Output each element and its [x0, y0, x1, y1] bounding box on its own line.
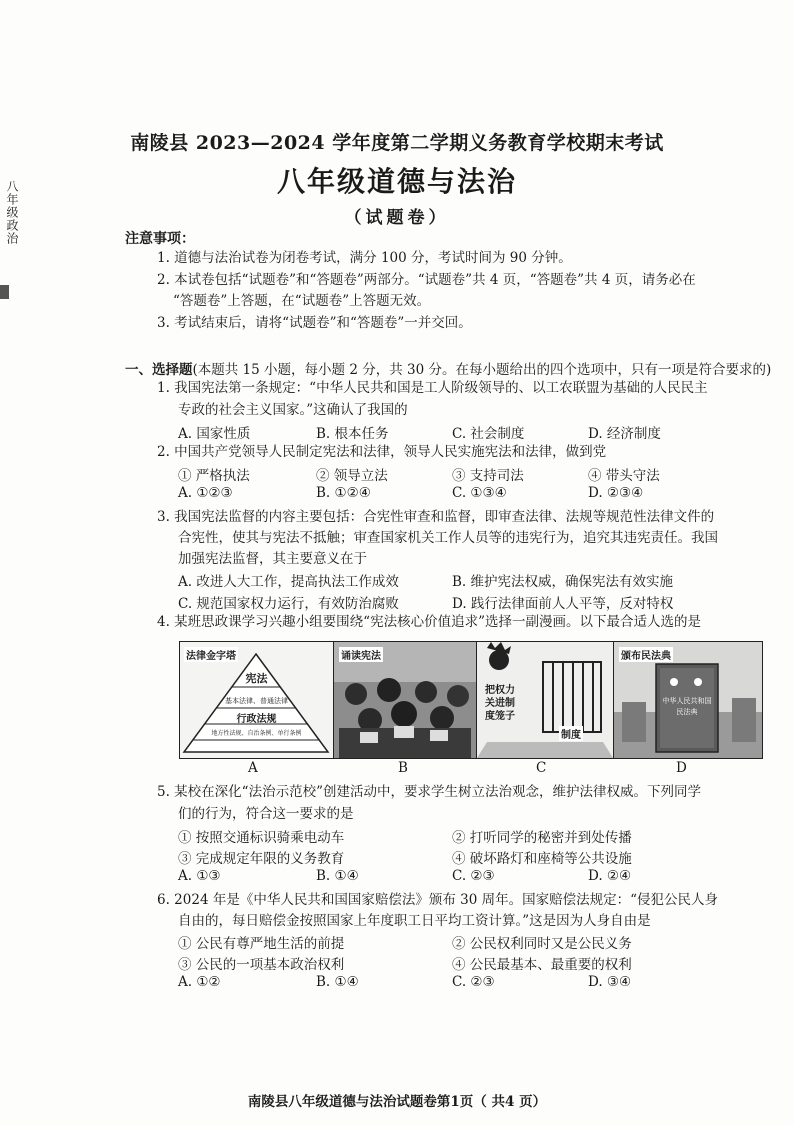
exam-title: 南陵县 2023—2024 学年度第二学期义务教育学校期末考试: [130, 132, 664, 154]
section-desc: (本题共 15 小题，每小题 2 分，共 30 分。在每小题给出的四个选项中，只有一项是符合要求的): [192, 362, 772, 378]
statement-item: ③ 公民的一项基本政治权利: [178, 957, 345, 973]
panel-letter: A: [248, 760, 258, 776]
question-stem: 们的行为，符合这一要求的是: [178, 806, 354, 822]
statement-item: ③ 支持司法: [452, 468, 524, 484]
question-stem: 专政的社会主义国家。”这确认了我国的: [178, 402, 408, 418]
question-stem: 4. 某班思政课学习兴趣小组要围绕“宪法核心价值追求”选择一副漫画。以下最合适人选的是: [157, 614, 701, 630]
option: B. ①②④: [316, 485, 371, 501]
question-stem: 2. 中国共产党领导人民制定宪法和法律，领导人民实施宪法和法律，做到党: [157, 444, 607, 460]
panel-c-caption: [485, 684, 515, 723]
note-item: 1. 道德与法治试卷为闭卷考试，满分 100 分，考试时间为 90 分钟。: [157, 250, 572, 266]
option: A. ①②③: [178, 485, 233, 501]
page-footer: 南陵县八年级道德与法治试题卷第1页（ 共4 页）: [247, 1094, 547, 1110]
option: C. ②③: [452, 974, 495, 990]
question-stem: 6. 2024 年是《中华人民共和国国家赔偿法》颁布 30 周年。国家赔偿法规定：“侵犯公民人身: [157, 892, 718, 908]
book-label-line: 中华人民共和国: [662, 697, 712, 705]
option: A. ①②: [178, 974, 221, 990]
panel-letter: B: [398, 760, 408, 776]
section-title: 一、选择题: [125, 362, 193, 378]
statement-item: ② 领导立法: [316, 468, 388, 484]
section-header: [125, 358, 771, 378]
option: A. 国家性质: [178, 426, 251, 442]
question-stem: 合宪性，使其与宪法不抵触；审查国家机关工作人员等的违宪行为，追究其违宪责任。我国: [178, 530, 718, 546]
option: D. 经济制度: [588, 426, 661, 442]
question-stem: 1. 我国宪法第一条规定：“中华人民共和国是工人阶级领导的、以工农联盟为基础的人民民主: [157, 380, 708, 396]
note-item: “答题卷”上答题，在“试题卷”上答题无效。: [173, 293, 431, 309]
option: D. ③④: [588, 974, 632, 990]
cartoon-strip: [179, 641, 763, 759]
question-stem: 3. 我国宪法监督的内容主要包括：合宪性审查和监督，即审查法律、法规等规范性法律文件的: [157, 509, 715, 525]
panel-letter: D: [676, 760, 687, 776]
cartoon-panel-c: [477, 642, 614, 758]
option: B. 根本任务: [316, 426, 389, 442]
panel-letter: C: [536, 760, 547, 776]
cartoon-panel-b: [334, 642, 477, 758]
book-label-line: 民法典: [676, 708, 698, 716]
statement-item: ④ 公民最基本、最重要的权利: [452, 957, 632, 973]
option: B. 维护宪法权威，确保宪法有效实施: [452, 574, 674, 590]
statement-item: ① 严格执法: [178, 468, 250, 484]
cartoon-panel-d: [614, 642, 762, 758]
civil-code-book-label: [660, 696, 714, 718]
panel-b-title: 诵读宪法: [339, 647, 383, 662]
exam-subtitle: 八年级道德与法治: [276, 165, 517, 198]
option: C. ②③: [452, 868, 495, 884]
question-stem: 自由的，每日赔偿金按照国家上年度职工日平均工资计算。”这是因为人身自由是: [178, 913, 651, 929]
option: C. 社会制度: [452, 426, 525, 442]
pyramid-level-admin: 行政法规: [236, 714, 277, 725]
panel-a-title: 法律金字塔: [184, 647, 238, 662]
option: D. ②③④: [588, 485, 644, 501]
side-subject-label: 八年级政治: [5, 180, 19, 245]
panel-c-caption-line: 度笼子: [485, 711, 515, 722]
binding-mark: [0, 285, 9, 299]
option: C. ①③④: [452, 485, 507, 501]
option: B. ①④: [316, 974, 359, 990]
panel-c-cage-tag: 制度: [559, 726, 583, 741]
pyramid-level-local: 地方性法规、自治条例、单行条例: [211, 730, 302, 737]
statement-item: ① 按照交通标识骑乘电动车: [178, 830, 345, 846]
pyramid-level-constitution: 宪法: [245, 672, 268, 685]
statement-item: ④ 带头守法: [588, 468, 660, 484]
paper-type: （试题卷）: [344, 208, 450, 228]
option: A. ①③: [178, 868, 221, 884]
note-item: 3. 考试结束后，请将“试题卷”和“答题卷”一并交回。: [157, 315, 472, 331]
panel-c-caption-line: 关进制: [485, 698, 515, 709]
option: D. ②④: [588, 868, 632, 884]
option: A. 改进人大工作，提高执法工作成效: [178, 574, 399, 590]
statement-item: ② 公民权利同时又是公民义务: [452, 936, 632, 952]
option: D. 践行法律面前人人平等，反对特权: [452, 596, 674, 612]
panel-c-caption-line: 把权力: [485, 685, 515, 696]
option: C. 规范国家权力运行，有效防治腐败: [178, 596, 399, 612]
cartoon-panel-a: [180, 642, 334, 758]
question-stem: 加强宪法监督，其主要意义在于: [178, 551, 367, 567]
question-stem: 5. 某校在深化“法治示范校”创建活动中，要求学生树立法治观念，维护法律权威。下列同学: [157, 784, 701, 800]
statement-item: ④ 破坏路灯和座椅等公共设施: [452, 851, 632, 867]
note-item: 2. 本试卷包括“试题卷”和“答题卷”两部分。“试题卷”共 4 页，“答题卷”共 4 页，请务必在: [157, 272, 696, 288]
statement-item: ③ 完成规定年限的义务教育: [178, 851, 345, 867]
pyramid-level-basic-law: 基本法律、普通法律: [225, 697, 288, 705]
panel-d-title: 颁布民法典: [619, 647, 673, 662]
statement-item: ② 打听同学的秘密并到处传播: [452, 830, 632, 846]
statement-item: ① 公民有尊严地生活的前提: [178, 936, 345, 952]
notes-title: 注意事项：: [125, 231, 195, 247]
option: B. ①④: [316, 868, 359, 884]
